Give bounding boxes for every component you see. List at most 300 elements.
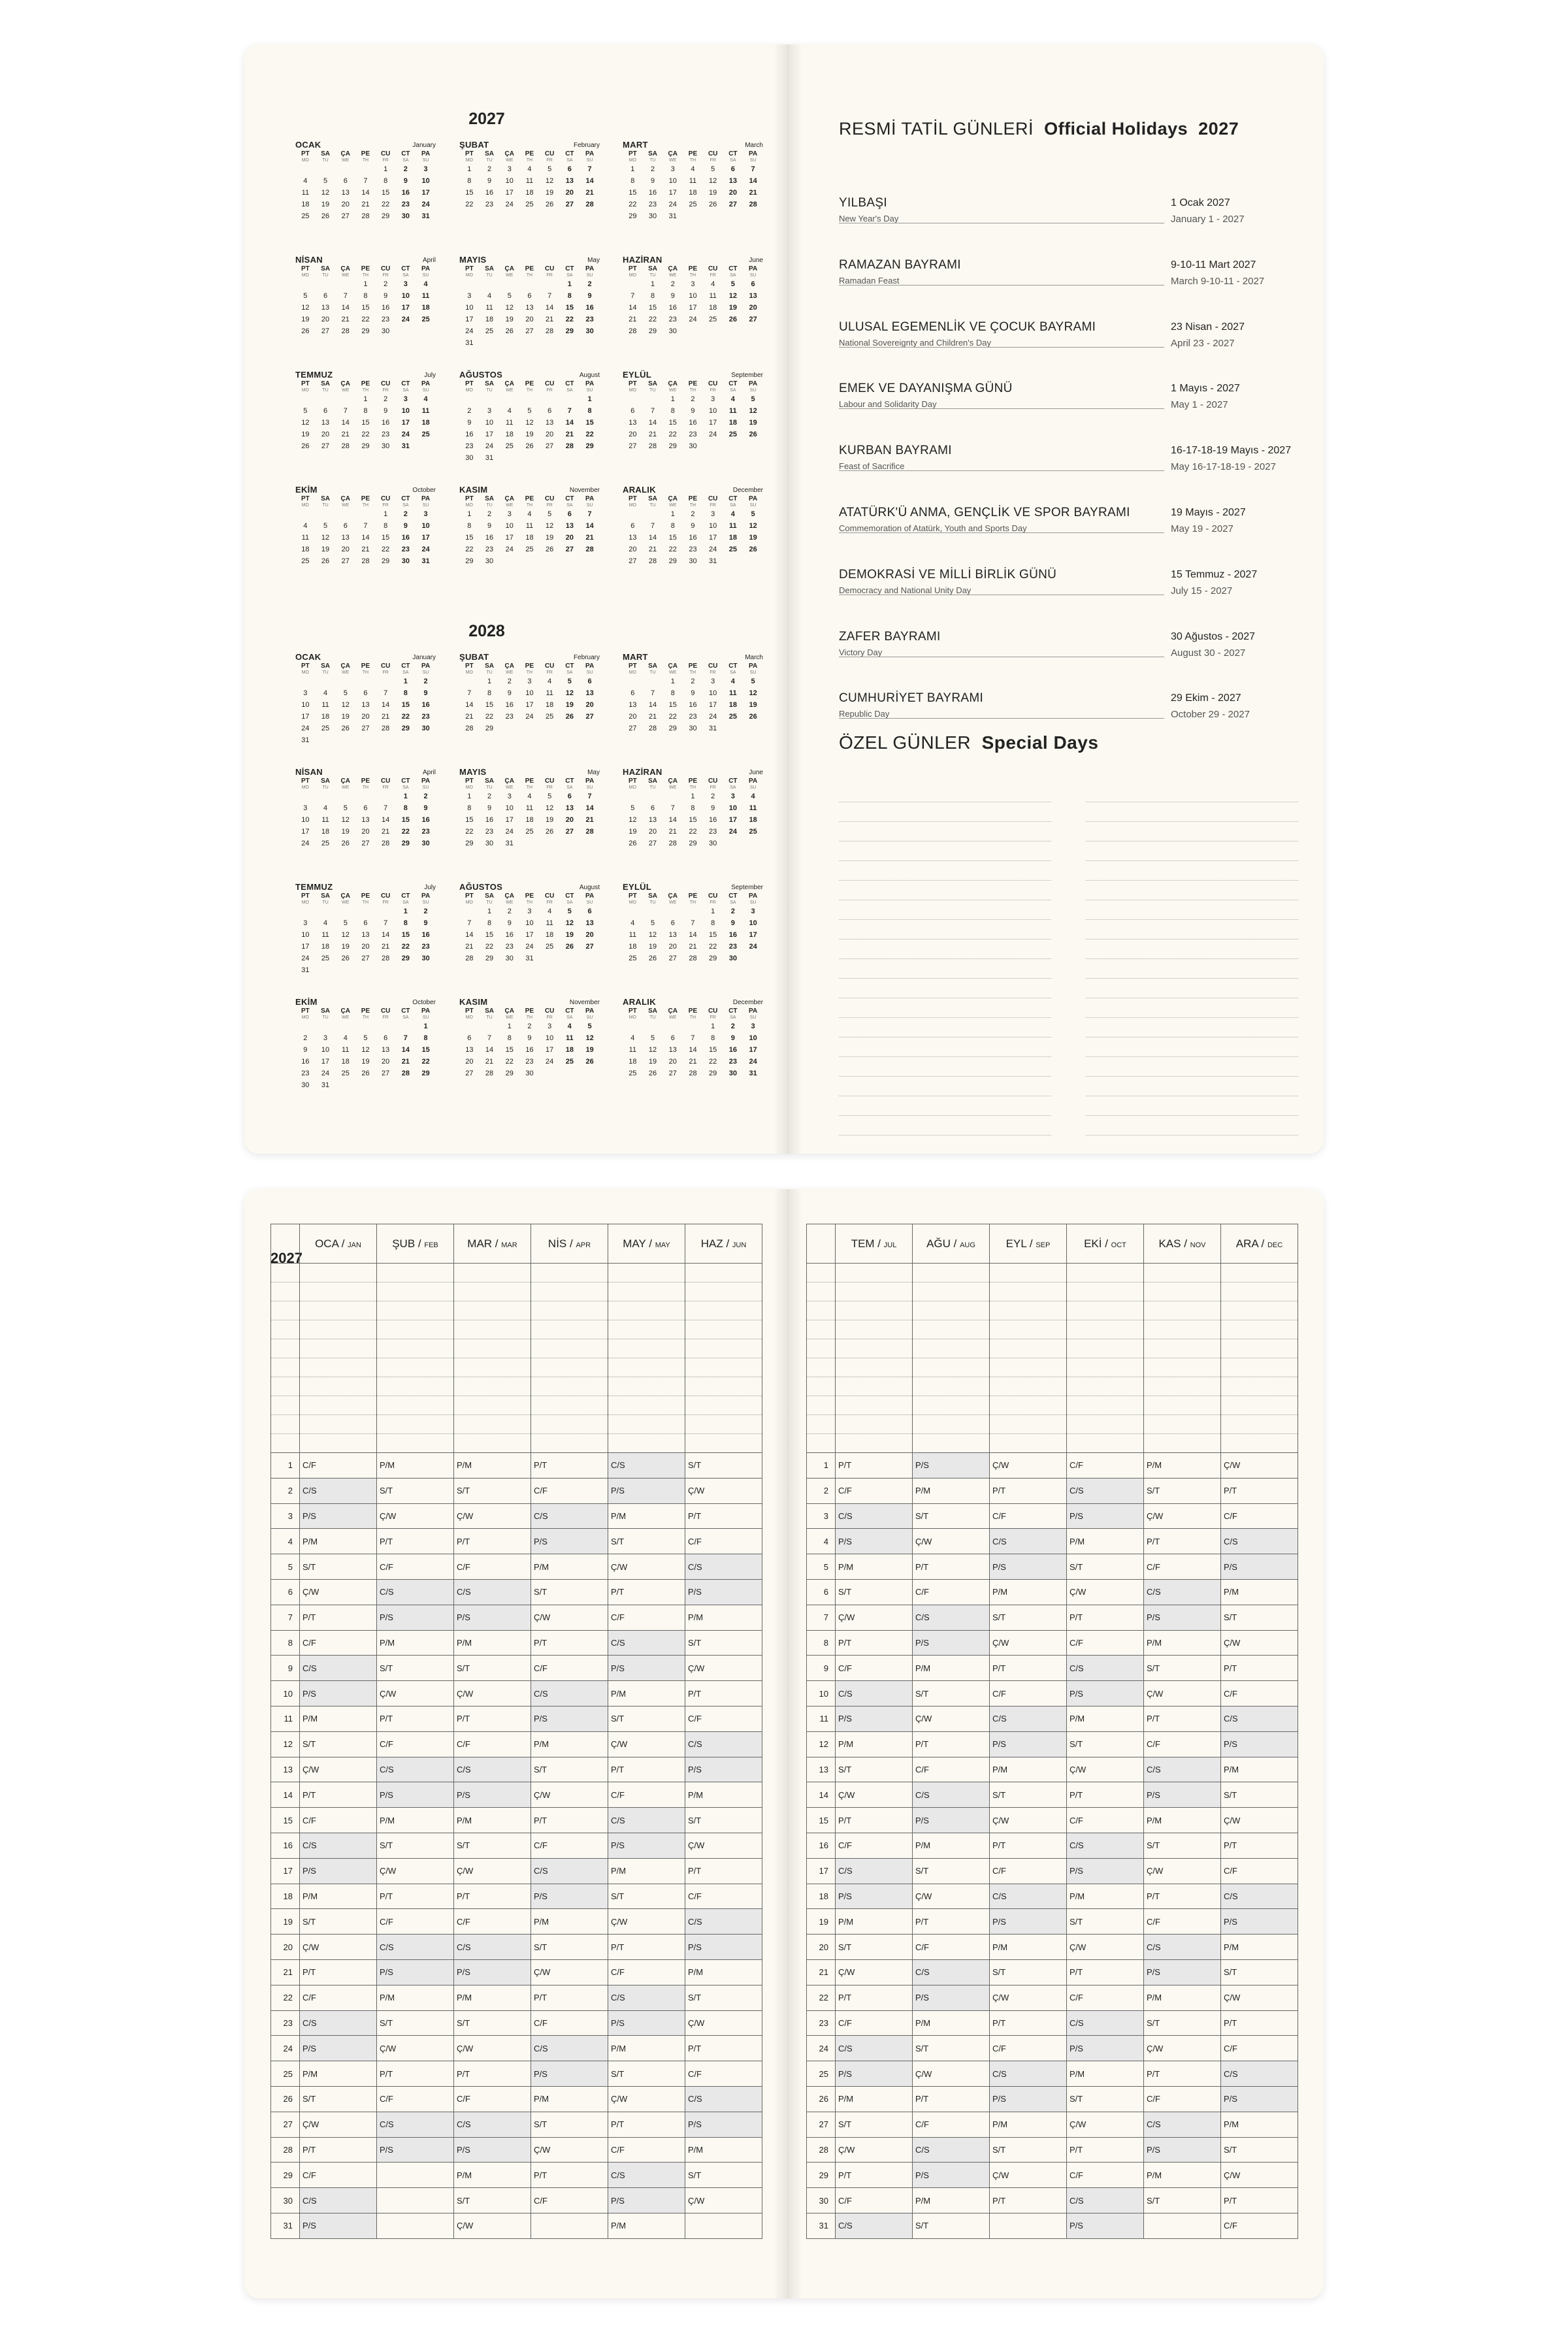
special-days-notes-left[interactable] xyxy=(839,783,1051,1154)
planner-note-cell[interactable] xyxy=(990,1339,1067,1358)
planner-note-cell[interactable] xyxy=(531,1415,608,1434)
planner-day-cell[interactable] xyxy=(1144,1909,1221,1935)
planner-note-cell[interactable] xyxy=(913,1282,990,1301)
planner-note-cell[interactable] xyxy=(1144,1415,1221,1434)
planner-note-cell[interactable] xyxy=(685,1434,762,1453)
planner-day-cell[interactable] xyxy=(1221,2213,1298,2238)
planner-day-cell[interactable] xyxy=(300,1706,377,1731)
planner-day-cell[interactable] xyxy=(990,1478,1067,1503)
planner-day-cell[interactable] xyxy=(1067,1884,1144,1909)
planner-day-cell[interactable] xyxy=(913,1985,990,2010)
planner-day-cell[interactable] xyxy=(608,2061,685,2087)
planner-note-cell[interactable] xyxy=(300,1358,377,1377)
note-line[interactable] xyxy=(839,900,1051,920)
planner-day-cell[interactable] xyxy=(377,1554,454,1580)
note-line[interactable] xyxy=(1086,822,1298,841)
planner-day-cell[interactable] xyxy=(1144,1478,1221,1503)
planner-note-row[interactable] xyxy=(807,1282,1298,1301)
planner-day-cell[interactable] xyxy=(990,1782,1067,1808)
planner-day-cell[interactable] xyxy=(685,2036,762,2061)
planner-note-cell[interactable] xyxy=(1144,1358,1221,1377)
planner-day-cell[interactable] xyxy=(836,1731,913,1757)
planner-day-cell[interactable] xyxy=(531,1503,608,1529)
planner-day-cell[interactable] xyxy=(685,1757,762,1782)
planner-day-cell[interactable] xyxy=(1067,1959,1144,1985)
planner-note-cell[interactable] xyxy=(913,1396,990,1415)
planner-note-row[interactable] xyxy=(807,1396,1298,1415)
planner-day-cell[interactable] xyxy=(454,1554,531,1580)
planner-day-cell[interactable] xyxy=(1221,1985,1298,2010)
planner-day-cell[interactable] xyxy=(1221,2036,1298,2061)
planner-note-row[interactable] xyxy=(807,1358,1298,1377)
planner-note-cell[interactable] xyxy=(1221,1264,1298,1282)
planner-day-cell[interactable] xyxy=(300,2036,377,2061)
planner-day-cell[interactable] xyxy=(454,1656,531,1681)
planner-note-cell[interactable] xyxy=(913,1301,990,1320)
planner-day-cell[interactable] xyxy=(300,2112,377,2137)
planner-day-cell[interactable] xyxy=(608,1706,685,1731)
planner-day-cell[interactable] xyxy=(836,2036,913,2061)
planner-note-cell[interactable] xyxy=(271,1282,300,1301)
planner-day-cell[interactable] xyxy=(377,1909,454,1935)
planner-day-cell[interactable] xyxy=(377,2036,454,2061)
planner-day-cell[interactable] xyxy=(685,1453,762,1478)
planner-day-cell[interactable] xyxy=(913,1529,990,1554)
planner-note-cell[interactable] xyxy=(377,1339,454,1358)
planner-day-cell[interactable] xyxy=(300,1630,377,1656)
planner-day-cell[interactable] xyxy=(300,2086,377,2112)
planner-day-cell[interactable] xyxy=(990,2163,1067,2188)
planner-day-cell[interactable] xyxy=(913,2188,990,2213)
note-line[interactable] xyxy=(1086,861,1298,881)
planner-note-cell[interactable] xyxy=(1067,1396,1144,1415)
planner-note-cell[interactable] xyxy=(531,1301,608,1320)
planner-day-cell[interactable] xyxy=(1221,1731,1298,1757)
planner-note-cell[interactable] xyxy=(807,1339,836,1358)
planner-day-cell[interactable] xyxy=(1144,2086,1221,2112)
planner-day-cell[interactable] xyxy=(1067,1503,1144,1529)
planner-note-cell[interactable] xyxy=(608,1415,685,1434)
planner-day-cell[interactable] xyxy=(836,1529,913,1554)
planner-day-cell[interactable] xyxy=(990,1985,1067,2010)
planner-note-cell[interactable] xyxy=(300,1434,377,1453)
planner-note-cell[interactable] xyxy=(836,1301,913,1320)
planner-day-cell[interactable] xyxy=(913,2010,990,2036)
planner-note-row[interactable] xyxy=(271,1320,762,1339)
planner-day-cell[interactable] xyxy=(300,1959,377,1985)
note-line[interactable] xyxy=(1086,998,1298,1018)
planner-day-cell[interactable] xyxy=(913,1833,990,1858)
planner-day-cell[interactable] xyxy=(300,1605,377,1630)
planner-day-cell[interactable] xyxy=(377,1706,454,1731)
planner-note-cell[interactable] xyxy=(608,1377,685,1396)
planner-day-cell[interactable] xyxy=(300,2213,377,2238)
planner-day-cell[interactable] xyxy=(377,1935,454,1960)
planner-day-cell[interactable] xyxy=(300,1554,377,1580)
planner-day-cell[interactable] xyxy=(454,1605,531,1630)
planner-day-cell[interactable] xyxy=(454,1935,531,1960)
planner-note-cell[interactable] xyxy=(807,1377,836,1396)
planner-day-cell[interactable] xyxy=(836,2010,913,2036)
planner-note-cell[interactable] xyxy=(685,1320,762,1339)
planner-day-cell[interactable] xyxy=(1221,1554,1298,1580)
planner-day-cell[interactable] xyxy=(377,2086,454,2112)
planner-day-cell[interactable] xyxy=(1221,1656,1298,1681)
planner-day-cell[interactable] xyxy=(1144,1782,1221,1808)
planner-day-cell[interactable] xyxy=(608,2086,685,2112)
planner-day-cell[interactable] xyxy=(1144,1529,1221,1554)
planner-day-cell[interactable] xyxy=(1221,1478,1298,1503)
planner-note-cell[interactable] xyxy=(271,1264,300,1282)
planner-day-cell[interactable] xyxy=(300,1656,377,1681)
planner-note-cell[interactable] xyxy=(608,1320,685,1339)
planner-day-cell[interactable] xyxy=(608,1605,685,1630)
planner-day-cell[interactable] xyxy=(300,1884,377,1909)
planner-day-cell[interactable] xyxy=(1067,1833,1144,1858)
planner-note-cell[interactable] xyxy=(531,1396,608,1415)
planner-day-cell[interactable] xyxy=(836,2137,913,2163)
planner-note-cell[interactable] xyxy=(990,1358,1067,1377)
planner-day-cell[interactable] xyxy=(1144,2188,1221,2213)
planner-day-cell[interactable] xyxy=(454,1731,531,1757)
planner-day-cell[interactable] xyxy=(454,1985,531,2010)
planner-day-cell[interactable] xyxy=(531,1529,608,1554)
planner-day-cell[interactable] xyxy=(990,1630,1067,1656)
planner-note-row[interactable] xyxy=(271,1415,762,1434)
planner-day-cell[interactable] xyxy=(531,1909,608,1935)
planner-note-row[interactable] xyxy=(807,1339,1298,1358)
planner-day-cell[interactable] xyxy=(836,1681,913,1707)
planner-day-cell[interactable] xyxy=(377,2213,454,2238)
planner-day-cell[interactable] xyxy=(990,1959,1067,1985)
planner-note-cell[interactable] xyxy=(836,1339,913,1358)
planner-note-cell[interactable] xyxy=(454,1282,531,1301)
planner-day-cell[interactable] xyxy=(454,1706,531,1731)
planner-day-cell[interactable] xyxy=(913,2036,990,2061)
planner-day-cell[interactable] xyxy=(1144,2061,1221,2087)
planner-day-cell[interactable] xyxy=(685,2086,762,2112)
planner-day-cell[interactable] xyxy=(377,2112,454,2137)
planner-day-cell[interactable] xyxy=(836,1808,913,1833)
planner-note-cell[interactable] xyxy=(685,1339,762,1358)
planner-day-cell[interactable] xyxy=(836,2163,913,2188)
planner-day-cell[interactable] xyxy=(531,2213,608,2238)
planner-day-cell[interactable] xyxy=(377,1681,454,1707)
planner-note-cell[interactable] xyxy=(608,1282,685,1301)
planner-day-cell[interactable] xyxy=(990,2086,1067,2112)
planner-day-cell[interactable] xyxy=(1067,1731,1144,1757)
planner-day-cell[interactable] xyxy=(454,1757,531,1782)
note-line[interactable] xyxy=(1086,783,1298,802)
planner-note-cell[interactable] xyxy=(377,1396,454,1415)
planner-day-cell[interactable] xyxy=(836,2112,913,2137)
planner-note-cell[interactable] xyxy=(271,1434,300,1453)
note-line[interactable] xyxy=(839,959,1051,979)
planner-day-cell[interactable] xyxy=(300,2163,377,2188)
planner-day-cell[interactable] xyxy=(913,1706,990,1731)
planner-note-cell[interactable] xyxy=(377,1282,454,1301)
planner-day-cell[interactable] xyxy=(1144,1453,1221,1478)
note-line[interactable] xyxy=(839,1077,1051,1096)
planner-note-cell[interactable] xyxy=(271,1396,300,1415)
planner-day-cell[interactable] xyxy=(836,2061,913,2087)
note-line[interactable] xyxy=(839,1037,1051,1057)
planner-day-cell[interactable] xyxy=(685,2061,762,2087)
planner-note-cell[interactable] xyxy=(454,1434,531,1453)
note-line[interactable] xyxy=(1086,1096,1298,1116)
planner-note-cell[interactable] xyxy=(271,1320,300,1339)
planner-note-cell[interactable] xyxy=(685,1358,762,1377)
planner-day-cell[interactable] xyxy=(990,2010,1067,2036)
planner-day-cell[interactable] xyxy=(531,2061,608,2087)
planner-note-cell[interactable] xyxy=(836,1282,913,1301)
planner-note-cell[interactable] xyxy=(608,1434,685,1453)
planner-day-cell[interactable] xyxy=(1067,1605,1144,1630)
planner-day-cell[interactable] xyxy=(300,1909,377,1935)
planner-day-cell[interactable] xyxy=(377,2163,454,2188)
planner-day-cell[interactable] xyxy=(377,1782,454,1808)
planner-day-cell[interactable] xyxy=(913,1757,990,1782)
note-line[interactable] xyxy=(839,841,1051,861)
planner-day-cell[interactable] xyxy=(685,2163,762,2188)
planner-day-cell[interactable] xyxy=(531,1833,608,1858)
planner-day-cell[interactable] xyxy=(990,1503,1067,1529)
planner-note-cell[interactable] xyxy=(1144,1264,1221,1282)
planner-note-cell[interactable] xyxy=(807,1434,836,1453)
planner-note-cell[interactable] xyxy=(1067,1282,1144,1301)
planner-day-cell[interactable] xyxy=(377,1630,454,1656)
planner-day-cell[interactable] xyxy=(913,2112,990,2137)
planner-note-cell[interactable] xyxy=(1144,1320,1221,1339)
planner-day-cell[interactable] xyxy=(1221,1782,1298,1808)
planner-day-cell[interactable] xyxy=(1221,1858,1298,1884)
planner-day-cell[interactable] xyxy=(836,1909,913,1935)
planner-day-cell[interactable] xyxy=(454,1833,531,1858)
planner-note-cell[interactable] xyxy=(531,1320,608,1339)
planner-day-cell[interactable] xyxy=(300,2061,377,2087)
planner-note-cell[interactable] xyxy=(300,1320,377,1339)
planner-day-cell[interactable] xyxy=(531,2086,608,2112)
planner-note-cell[interactable] xyxy=(300,1415,377,1434)
planner-day-cell[interactable] xyxy=(300,1757,377,1782)
planner-day-cell[interactable] xyxy=(300,1858,377,1884)
planner-note-cell[interactable] xyxy=(1067,1415,1144,1434)
planner-note-cell[interactable] xyxy=(990,1320,1067,1339)
planner-day-cell[interactable] xyxy=(531,1782,608,1808)
planner-day-cell[interactable] xyxy=(1067,2213,1144,2238)
planner-day-cell[interactable] xyxy=(685,1808,762,1833)
planner-day-cell[interactable] xyxy=(1067,1985,1144,2010)
planner-day-cell[interactable] xyxy=(531,1656,608,1681)
planner-day-cell[interactable] xyxy=(531,1985,608,2010)
planner-note-cell[interactable] xyxy=(1221,1377,1298,1396)
planner-day-cell[interactable] xyxy=(608,1731,685,1757)
planner-note-cell[interactable] xyxy=(454,1264,531,1282)
planner-day-cell[interactable] xyxy=(531,1884,608,1909)
planner-day-cell[interactable] xyxy=(990,1757,1067,1782)
planner-note-cell[interactable] xyxy=(608,1301,685,1320)
planner-note-row[interactable] xyxy=(271,1301,762,1320)
planner-day-cell[interactable] xyxy=(608,2010,685,2036)
planner-note-cell[interactable] xyxy=(300,1282,377,1301)
planner-note-cell[interactable] xyxy=(454,1415,531,1434)
planner-note-cell[interactable] xyxy=(300,1264,377,1282)
planner-note-row[interactable] xyxy=(271,1339,762,1358)
planner-day-cell[interactable] xyxy=(1067,1935,1144,1960)
planner-day-cell[interactable] xyxy=(1144,2163,1221,2188)
planner-day-cell[interactable] xyxy=(300,1579,377,1605)
planner-day-cell[interactable] xyxy=(377,1808,454,1833)
planner-day-cell[interactable] xyxy=(836,1579,913,1605)
planner-note-cell[interactable] xyxy=(685,1377,762,1396)
planner-day-cell[interactable] xyxy=(990,1731,1067,1757)
planner-note-cell[interactable] xyxy=(1221,1415,1298,1434)
planner-day-cell[interactable] xyxy=(1221,1579,1298,1605)
planner-note-cell[interactable] xyxy=(300,1396,377,1415)
planner-day-cell[interactable] xyxy=(836,1453,913,1478)
planner-day-cell[interactable] xyxy=(913,1656,990,1681)
planner-note-cell[interactable] xyxy=(685,1264,762,1282)
planner-note-cell[interactable] xyxy=(990,1282,1067,1301)
planner-note-cell[interactable] xyxy=(1144,1396,1221,1415)
planner-day-cell[interactable] xyxy=(990,1453,1067,1478)
planner-note-cell[interactable] xyxy=(454,1396,531,1415)
planner-day-cell[interactable] xyxy=(608,1985,685,2010)
planner-day-cell[interactable] xyxy=(1144,1656,1221,1681)
planner-note-cell[interactable] xyxy=(685,1301,762,1320)
note-line[interactable] xyxy=(1086,920,1298,939)
planner-note-cell[interactable] xyxy=(454,1301,531,1320)
planner-day-cell[interactable] xyxy=(531,2137,608,2163)
planner-day-cell[interactable] xyxy=(531,1579,608,1605)
note-line[interactable] xyxy=(839,1116,1051,1135)
planner-day-cell[interactable] xyxy=(454,2213,531,2238)
planner-day-cell[interactable] xyxy=(1221,1605,1298,1630)
planner-note-cell[interactable] xyxy=(685,1396,762,1415)
planner-day-cell[interactable] xyxy=(608,1554,685,1580)
planner-note-cell[interactable] xyxy=(1067,1377,1144,1396)
planner-day-cell[interactable] xyxy=(990,2112,1067,2137)
planner-note-cell[interactable] xyxy=(807,1358,836,1377)
planner-day-cell[interactable] xyxy=(454,1478,531,1503)
planner-day-cell[interactable] xyxy=(1221,2061,1298,2087)
planner-day-cell[interactable] xyxy=(990,1579,1067,1605)
planner-day-cell[interactable] xyxy=(377,1478,454,1503)
planner-day-cell[interactable] xyxy=(1067,1808,1144,1833)
planner-day-cell[interactable] xyxy=(1067,2163,1144,2188)
planner-day-cell[interactable] xyxy=(836,1478,913,1503)
planner-day-cell[interactable] xyxy=(990,2213,1067,2238)
planner-note-cell[interactable] xyxy=(913,1434,990,1453)
planner-day-cell[interactable] xyxy=(990,1833,1067,1858)
note-line[interactable] xyxy=(1086,1057,1298,1077)
planner-note-cell[interactable] xyxy=(836,1415,913,1434)
planner-note-cell[interactable] xyxy=(807,1320,836,1339)
planner-day-cell[interactable] xyxy=(1067,1554,1144,1580)
planner-day-cell[interactable] xyxy=(990,1884,1067,1909)
planner-note-cell[interactable] xyxy=(271,1377,300,1396)
planner-note-cell[interactable] xyxy=(531,1358,608,1377)
planner-day-cell[interactable] xyxy=(531,1630,608,1656)
planner-day-cell[interactable] xyxy=(1067,1630,1144,1656)
planner-day-cell[interactable] xyxy=(608,1656,685,1681)
planner-day-cell[interactable] xyxy=(836,1858,913,1884)
planner-day-cell[interactable] xyxy=(1144,2137,1221,2163)
planner-day-cell[interactable] xyxy=(990,1858,1067,1884)
planner-day-cell[interactable] xyxy=(1144,1833,1221,1858)
planner-day-cell[interactable] xyxy=(685,2213,762,2238)
planner-day-cell[interactable] xyxy=(913,2137,990,2163)
planner-day-cell[interactable] xyxy=(300,1503,377,1529)
planner-day-cell[interactable] xyxy=(454,1503,531,1529)
planner-note-cell[interactable] xyxy=(377,1434,454,1453)
planner-day-cell[interactable] xyxy=(531,1681,608,1707)
planner-day-cell[interactable] xyxy=(1221,2086,1298,2112)
planner-day-cell[interactable] xyxy=(1221,1757,1298,1782)
planner-day-cell[interactable] xyxy=(1067,1478,1144,1503)
planner-day-cell[interactable] xyxy=(913,1453,990,1478)
planner-day-cell[interactable] xyxy=(1144,1731,1221,1757)
planner-day-cell[interactable] xyxy=(1067,2112,1144,2137)
planner-day-cell[interactable] xyxy=(608,1833,685,1858)
planner-day-cell[interactable] xyxy=(1144,1757,1221,1782)
planner-day-cell[interactable] xyxy=(836,1554,913,1580)
planner-day-cell[interactable] xyxy=(377,1959,454,1985)
note-line[interactable] xyxy=(839,920,1051,939)
planner-day-cell[interactable] xyxy=(836,1985,913,2010)
planner-day-cell[interactable] xyxy=(685,1909,762,1935)
special-days-notes-right[interactable] xyxy=(1086,783,1298,1154)
planner-day-cell[interactable] xyxy=(300,2010,377,2036)
planner-day-cell[interactable] xyxy=(531,2112,608,2137)
planner-day-cell[interactable] xyxy=(608,1529,685,1554)
planner-day-cell[interactable] xyxy=(836,1959,913,1985)
planner-day-cell[interactable] xyxy=(685,1478,762,1503)
planner-note-cell[interactable] xyxy=(1221,1320,1298,1339)
planner-day-cell[interactable] xyxy=(685,1706,762,1731)
planner-day-cell[interactable] xyxy=(685,1681,762,1707)
planner-day-cell[interactable] xyxy=(531,2010,608,2036)
planner-note-row[interactable] xyxy=(807,1434,1298,1453)
planner-day-cell[interactable] xyxy=(531,1731,608,1757)
note-line[interactable] xyxy=(1086,900,1298,920)
planner-day-cell[interactable] xyxy=(608,1909,685,1935)
planner-day-cell[interactable] xyxy=(1067,2188,1144,2213)
planner-day-cell[interactable] xyxy=(913,1808,990,1833)
planner-day-cell[interactable] xyxy=(608,2163,685,2188)
planner-day-cell[interactable] xyxy=(1067,1706,1144,1731)
planner-note-cell[interactable] xyxy=(990,1396,1067,1415)
planner-day-cell[interactable] xyxy=(377,1453,454,1478)
planner-day-cell[interactable] xyxy=(1067,1656,1144,1681)
planner-day-cell[interactable] xyxy=(1144,1884,1221,1909)
planner-note-cell[interactable] xyxy=(807,1264,836,1282)
planner-day-cell[interactable] xyxy=(913,1554,990,1580)
planner-note-row[interactable] xyxy=(271,1434,762,1453)
planner-day-cell[interactable] xyxy=(531,1808,608,1833)
planner-note-cell[interactable] xyxy=(913,1264,990,1282)
note-line[interactable] xyxy=(1086,979,1298,998)
planner-day-cell[interactable] xyxy=(608,2213,685,2238)
planner-day-cell[interactable] xyxy=(377,1579,454,1605)
planner-day-cell[interactable] xyxy=(454,2188,531,2213)
planner-day-cell[interactable] xyxy=(1221,2112,1298,2137)
planner-day-cell[interactable] xyxy=(913,1858,990,1884)
planner-day-cell[interactable] xyxy=(608,1630,685,1656)
planner-note-cell[interactable] xyxy=(300,1377,377,1396)
planner-day-cell[interactable] xyxy=(1067,1681,1144,1707)
note-line[interactable] xyxy=(1086,841,1298,861)
